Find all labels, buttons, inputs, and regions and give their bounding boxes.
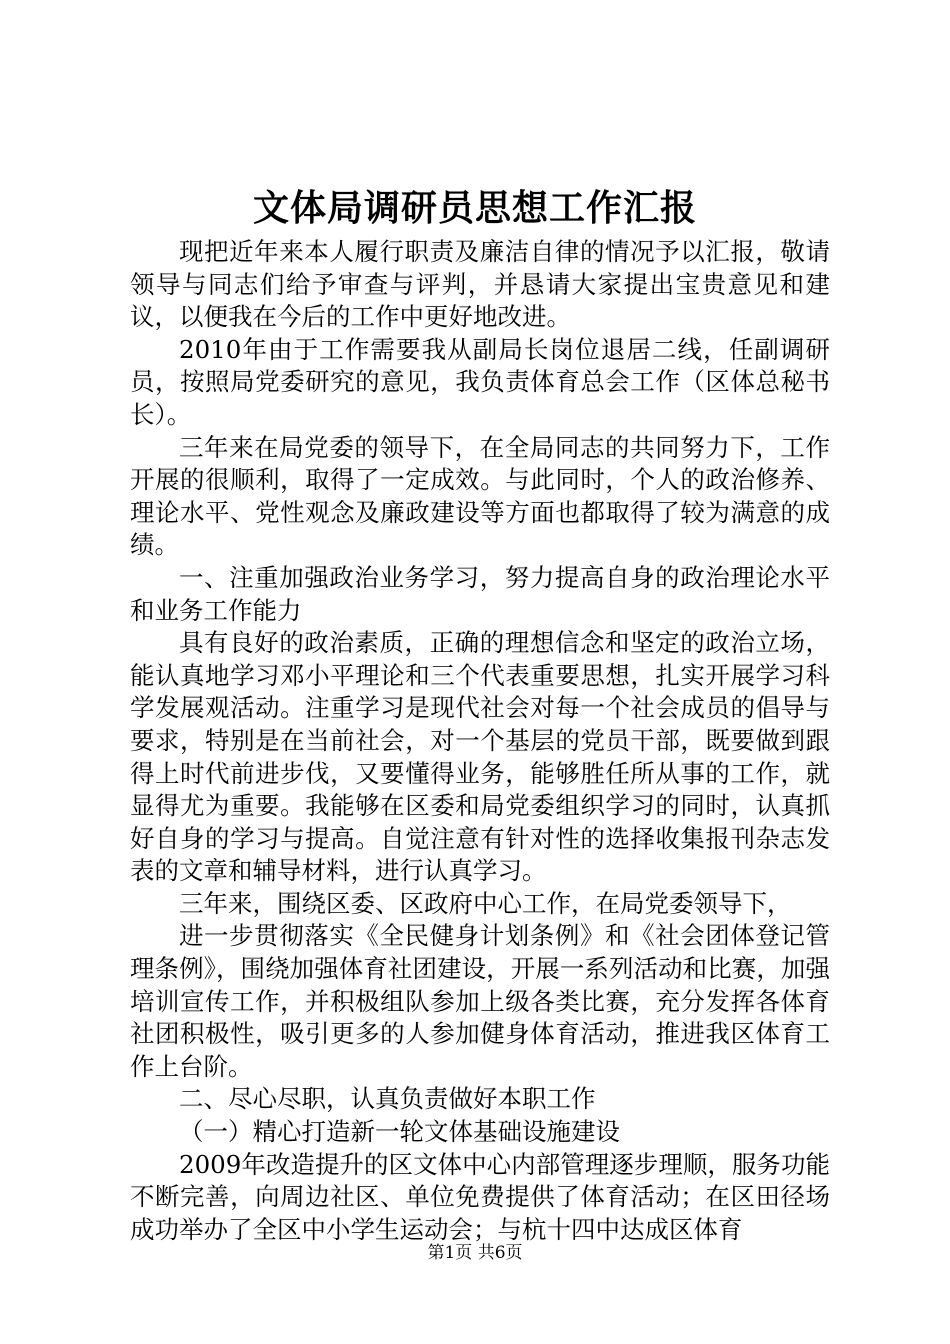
- section-heading-2: 二、尽心尽职，认真负责做好本职工作: [179, 1084, 596, 1114]
- page-number-footer: 第1页 共6页: [427, 1243, 523, 1263]
- paragraph-implementation: 进一步贯彻落实《全民健身计划条例》和《社会团体登记管理条例》，围绕加强体育社团建设，开展一系列活动和比赛，加强培训宣传工作，并积极组队参加上级各类比赛，充分发挥各体育社团积极性，吸引更多的人参加健身体育活动，推进我区体育工作上台阶。: [130, 921, 830, 1081]
- paragraph-position: 2010年由于工作需要我从副局长岗位退居二线，任副调研员，按照局党委研究的意见，我负责体育总会工作（区体总秘书长）。: [130, 334, 830, 429]
- section-heading-1: 一、注重加强政治业务学习，努力提高自身的政治理论水平和业务工作能力: [130, 562, 830, 625]
- subsection-heading-1: （一）精心打造新一轮文体基础设施建设: [179, 1117, 620, 1147]
- document-title: 文体局调研员思想工作汇报: [252, 187, 697, 229]
- paragraph-achievements: 三年来在局党委的领导下，在全局同志的共同努力下，工作开展的很顺利，取得了一定成效。与此同时，个人的政治修养、理论水平、党性观念及廉政建设等方面也都取得了较为满意的成绩。: [130, 432, 830, 560]
- paragraph-facilities: 2009年改造提升的区文体中心内部管理逐步理顺，服务功能不断完善，向周边社区、单位免费提供了体育活动；在区田径场成功举办了全区中小学生运动会；与杭十四中达成区体育: [130, 1149, 830, 1244]
- document-body: [130, 236, 830, 1246]
- paragraph-three-years: 三年来，围绕区委、区政府中心工作，在局党委领导下，: [179, 888, 792, 918]
- paragraph-study: 具有良好的政治素质，正确的理想信念和坚定的政治立场，能认真地学习邓小平理论和三个代表重要思想，扎实开展学习科学发展观活动。注重学习是现代社会对每一个社会成员的倡导与要求，特别是在当前社会，对一个基层的党员干部，既要做到跟得上时代前进步伐，又要懂得业务，能够胜任所从事的工作，就显得尤为重要。我能够在区委和局党委组织学习的同时，认真抓好自身的学习与提高。自觉注意有针对性的选择收集报刊杂志发表的文章和辅导材料，进行认真学习。: [130, 628, 830, 886]
- paragraph-intro: 现把近年来本人履行职责及廉洁自律的情况予以汇报，敬请领导与同志们给予审查与评判，并恳请大家提出宝贵意见和建议，以便我在今后的工作中更好地改进。: [130, 237, 830, 332]
